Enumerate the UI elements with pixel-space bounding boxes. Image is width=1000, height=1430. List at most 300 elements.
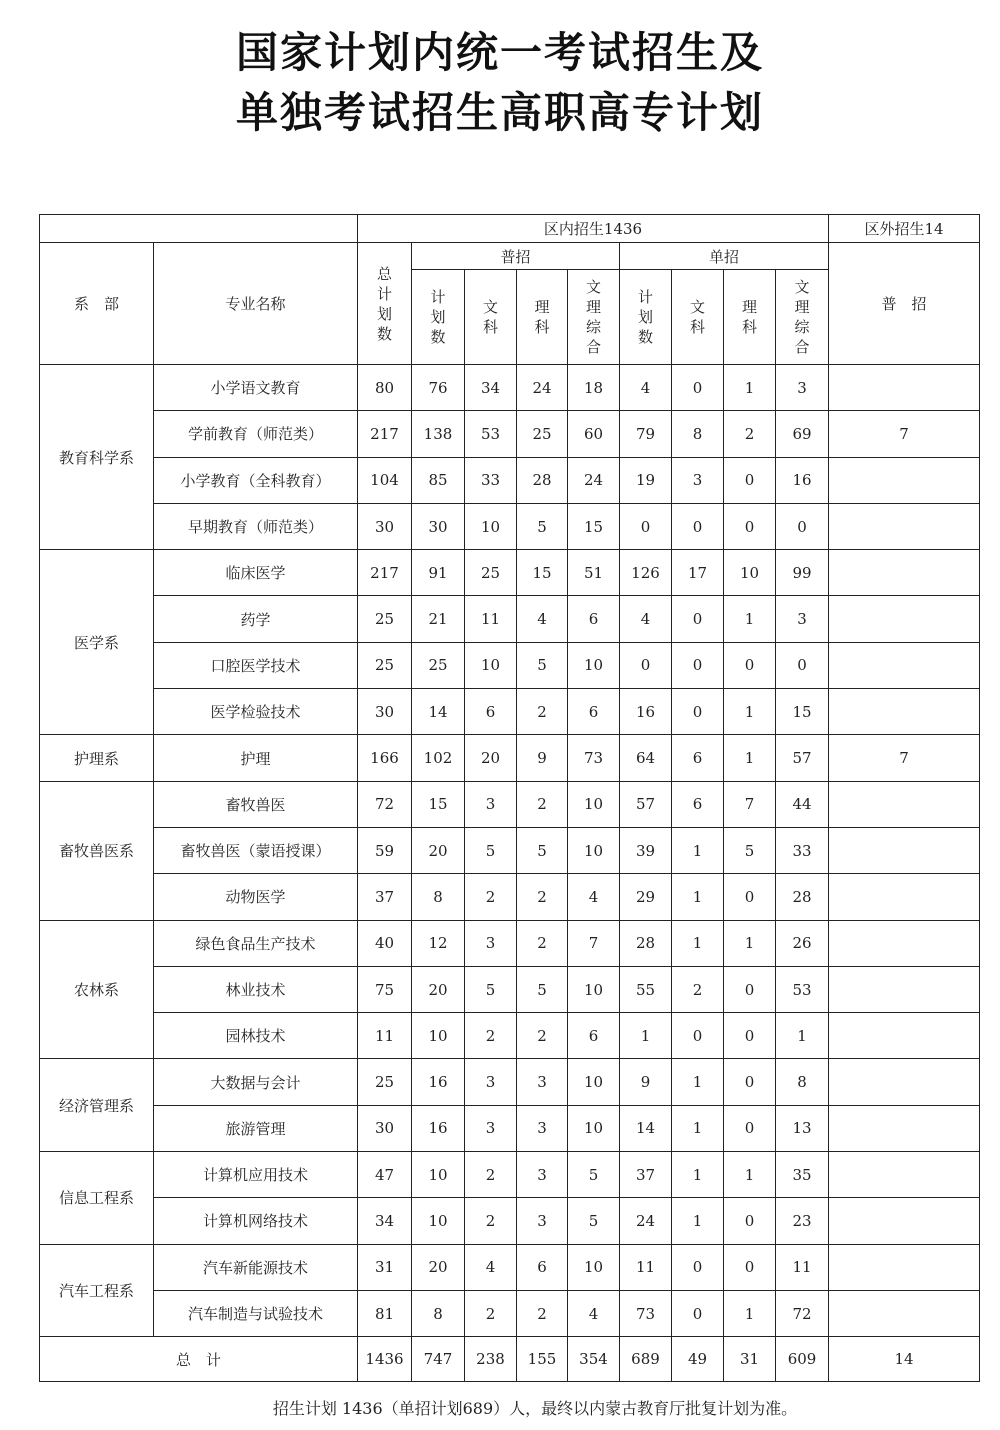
value-cell: 72 bbox=[776, 1290, 829, 1336]
total-value-cell: 354 bbox=[568, 1337, 620, 1382]
major-cell: 医学检验技术 bbox=[154, 689, 358, 735]
major-cell: 畜牧兽医（蒙语授课） bbox=[154, 827, 358, 873]
vertical-header-char: 文 bbox=[482, 298, 498, 316]
value-cell: 8 bbox=[412, 874, 465, 920]
outer-general-cell bbox=[829, 1105, 980, 1151]
outer-general-cell bbox=[829, 550, 980, 596]
header-general-combined bbox=[568, 270, 620, 365]
value-cell: 0 bbox=[724, 1198, 776, 1244]
value-cell: 4 bbox=[465, 1244, 517, 1290]
value-cell: 19 bbox=[620, 457, 672, 503]
value-cell: 5 bbox=[724, 827, 776, 873]
value-cell: 10 bbox=[724, 550, 776, 596]
value-cell: 6 bbox=[672, 781, 724, 827]
vertical-header-char: 理 bbox=[741, 298, 757, 316]
outer-general-cell bbox=[829, 781, 980, 827]
header-row-2 bbox=[40, 243, 980, 270]
value-cell: 0 bbox=[672, 365, 724, 411]
value-cell: 0 bbox=[724, 1013, 776, 1059]
value-cell: 53 bbox=[465, 411, 517, 457]
value-cell: 138 bbox=[412, 411, 465, 457]
table-row bbox=[40, 457, 980, 503]
value-cell: 57 bbox=[776, 735, 829, 781]
outer-general-cell bbox=[829, 596, 980, 642]
major-cell: 动物医学 bbox=[154, 874, 358, 920]
value-cell: 4 bbox=[568, 1290, 620, 1336]
value-cell: 217 bbox=[358, 550, 412, 596]
value-cell: 2 bbox=[672, 966, 724, 1012]
header-single-arts bbox=[672, 270, 724, 365]
value-cell: 30 bbox=[358, 503, 412, 549]
value-cell: 15 bbox=[517, 550, 568, 596]
value-cell: 0 bbox=[672, 1244, 724, 1290]
total-value-cell: 747 bbox=[412, 1337, 465, 1382]
vertical-header-char: 合 bbox=[585, 338, 601, 356]
value-cell: 3 bbox=[517, 1152, 568, 1198]
major-cell: 绿色食品生产技术 bbox=[154, 920, 358, 966]
vertical-header-char: 理 bbox=[534, 298, 550, 316]
value-cell: 0 bbox=[776, 642, 829, 688]
value-cell: 5 bbox=[517, 827, 568, 873]
table-row bbox=[40, 874, 980, 920]
header-general-plan bbox=[412, 270, 465, 365]
value-cell: 24 bbox=[517, 365, 568, 411]
major-cell: 早期教育（师范类） bbox=[154, 503, 358, 549]
value-cell: 75 bbox=[358, 966, 412, 1012]
total-value-cell: 238 bbox=[465, 1337, 517, 1382]
value-cell: 0 bbox=[724, 457, 776, 503]
major-cell: 大数据与会计 bbox=[154, 1059, 358, 1105]
value-cell: 0 bbox=[724, 1105, 776, 1151]
value-cell: 0 bbox=[724, 966, 776, 1012]
vertical-header-char: 计 bbox=[376, 284, 392, 303]
table-row bbox=[40, 827, 980, 873]
value-cell: 1 bbox=[620, 1013, 672, 1059]
dept-cell: 汽车工程系 bbox=[40, 1244, 154, 1337]
value-cell: 10 bbox=[412, 1152, 465, 1198]
value-cell: 15 bbox=[568, 503, 620, 549]
footnote: 招生计划 1436（单招计划689）人，最终以内蒙古教育厅批复计划为准。 bbox=[272, 1399, 798, 1418]
value-cell: 39 bbox=[620, 827, 672, 873]
value-cell: 26 bbox=[776, 920, 829, 966]
table-row bbox=[40, 503, 980, 549]
header-single-plan bbox=[620, 270, 672, 365]
vertical-header-char: 综 bbox=[585, 318, 601, 336]
value-cell: 2 bbox=[517, 874, 568, 920]
value-cell: 0 bbox=[620, 642, 672, 688]
value-cell: 1 bbox=[724, 920, 776, 966]
dept-cell: 信息工程系 bbox=[40, 1152, 154, 1245]
major-cell: 旅游管理 bbox=[154, 1105, 358, 1151]
vertical-header-char: 文 bbox=[585, 278, 601, 296]
value-cell: 2 bbox=[465, 874, 517, 920]
value-cell: 14 bbox=[412, 689, 465, 735]
value-cell: 3 bbox=[517, 1059, 568, 1105]
vertical-header-char: 综 bbox=[794, 318, 810, 336]
value-cell: 72 bbox=[358, 781, 412, 827]
header-outer-general: 普 招 bbox=[829, 243, 980, 365]
value-cell: 1 bbox=[724, 1290, 776, 1336]
value-cell: 6 bbox=[465, 689, 517, 735]
value-cell: 5 bbox=[517, 503, 568, 549]
value-cell: 10 bbox=[568, 642, 620, 688]
value-cell: 0 bbox=[620, 503, 672, 549]
outer-general-cell bbox=[829, 827, 980, 873]
value-cell: 17 bbox=[672, 550, 724, 596]
total-row bbox=[40, 1337, 980, 1382]
vertical-header-char: 数 bbox=[430, 328, 446, 346]
value-cell: 11 bbox=[358, 1013, 412, 1059]
value-cell: 9 bbox=[517, 735, 568, 781]
value-cell: 35 bbox=[776, 1152, 829, 1198]
outer-general-cell bbox=[829, 1290, 980, 1336]
value-cell: 8 bbox=[776, 1059, 829, 1105]
total-value-cell: 689 bbox=[620, 1337, 672, 1382]
vertical-header-char: 划 bbox=[637, 308, 653, 326]
value-cell: 0 bbox=[724, 874, 776, 920]
value-cell: 10 bbox=[568, 966, 620, 1012]
value-cell: 16 bbox=[620, 689, 672, 735]
total-label: 总 计 bbox=[40, 1337, 358, 1382]
outer-general-cell bbox=[829, 1059, 980, 1105]
value-cell: 73 bbox=[568, 735, 620, 781]
value-cell: 7 bbox=[724, 781, 776, 827]
value-cell: 64 bbox=[620, 735, 672, 781]
value-cell: 28 bbox=[620, 920, 672, 966]
value-cell: 10 bbox=[568, 1105, 620, 1151]
value-cell: 24 bbox=[568, 457, 620, 503]
header-major: 专业名称 bbox=[154, 243, 358, 365]
value-cell: 3 bbox=[517, 1105, 568, 1151]
value-cell: 104 bbox=[358, 457, 412, 503]
value-cell: 1 bbox=[672, 1105, 724, 1151]
major-cell: 汽车制造与试验技术 bbox=[154, 1290, 358, 1336]
header-dept: 系 部 bbox=[40, 243, 154, 365]
value-cell: 20 bbox=[412, 1244, 465, 1290]
major-cell: 畜牧兽医 bbox=[154, 781, 358, 827]
vertical-header-char: 划 bbox=[430, 308, 446, 326]
value-cell: 0 bbox=[672, 1290, 724, 1336]
value-cell: 16 bbox=[776, 457, 829, 503]
table-row bbox=[40, 1105, 980, 1151]
value-cell: 1 bbox=[672, 827, 724, 873]
major-cell: 林业技术 bbox=[154, 966, 358, 1012]
value-cell: 1 bbox=[724, 365, 776, 411]
value-cell: 18 bbox=[568, 365, 620, 411]
major-cell: 小学教育（全科教育） bbox=[154, 457, 358, 503]
table-row bbox=[40, 642, 980, 688]
value-cell: 126 bbox=[620, 550, 672, 596]
page-title-line2: 单独考试招生高职高专计划 bbox=[235, 88, 764, 137]
value-cell: 102 bbox=[412, 735, 465, 781]
value-cell: 2 bbox=[465, 1152, 517, 1198]
value-cell: 37 bbox=[620, 1152, 672, 1198]
dept-cell: 农林系 bbox=[40, 920, 154, 1059]
value-cell: 25 bbox=[358, 642, 412, 688]
value-cell: 0 bbox=[672, 596, 724, 642]
vertical-header-char: 计 bbox=[430, 288, 446, 306]
value-cell: 76 bbox=[412, 365, 465, 411]
vertical-header-char: 科 bbox=[482, 318, 498, 336]
header-outer-region: 区外招生14 bbox=[829, 215, 980, 243]
total-value-cell: 609 bbox=[776, 1337, 829, 1382]
table-row bbox=[40, 1059, 980, 1105]
major-cell: 药学 bbox=[154, 596, 358, 642]
outer-general-cell bbox=[829, 457, 980, 503]
value-cell: 37 bbox=[358, 874, 412, 920]
total-outer-cell: 14 bbox=[829, 1337, 980, 1382]
header-general: 普招 bbox=[412, 243, 620, 270]
outer-general-cell bbox=[829, 642, 980, 688]
value-cell: 11 bbox=[465, 596, 517, 642]
value-cell: 0 bbox=[724, 503, 776, 549]
major-cell: 口腔医学技术 bbox=[154, 642, 358, 688]
major-cell: 护理 bbox=[154, 735, 358, 781]
outer-general-cell bbox=[829, 966, 980, 1012]
value-cell: 23 bbox=[776, 1198, 829, 1244]
value-cell: 51 bbox=[568, 550, 620, 596]
value-cell: 0 bbox=[724, 642, 776, 688]
value-cell: 73 bbox=[620, 1290, 672, 1336]
outer-general-cell: 7 bbox=[829, 411, 980, 457]
value-cell: 5 bbox=[568, 1152, 620, 1198]
value-cell: 8 bbox=[672, 411, 724, 457]
total-value-cell: 1436 bbox=[358, 1337, 412, 1382]
value-cell: 1 bbox=[672, 920, 724, 966]
value-cell: 69 bbox=[776, 411, 829, 457]
major-cell: 学前教育（师范类） bbox=[154, 411, 358, 457]
header-total-plan bbox=[358, 243, 412, 365]
table-row bbox=[40, 1152, 980, 1198]
vertical-header-char: 科 bbox=[689, 318, 705, 336]
value-cell: 4 bbox=[517, 596, 568, 642]
value-cell: 2 bbox=[465, 1290, 517, 1336]
vertical-header-char: 计 bbox=[637, 288, 653, 306]
value-cell: 10 bbox=[412, 1198, 465, 1244]
value-cell: 20 bbox=[412, 827, 465, 873]
dept-cell: 教育科学系 bbox=[40, 365, 154, 550]
table-row bbox=[40, 1198, 980, 1244]
value-cell: 47 bbox=[358, 1152, 412, 1198]
value-cell: 4 bbox=[620, 365, 672, 411]
value-cell: 10 bbox=[568, 1244, 620, 1290]
value-cell: 2 bbox=[517, 689, 568, 735]
value-cell: 15 bbox=[776, 689, 829, 735]
value-cell: 5 bbox=[568, 1198, 620, 1244]
value-cell: 5 bbox=[517, 642, 568, 688]
value-cell: 60 bbox=[568, 411, 620, 457]
value-cell: 2 bbox=[517, 920, 568, 966]
value-cell: 7 bbox=[568, 920, 620, 966]
total-value-cell: 155 bbox=[517, 1337, 568, 1382]
value-cell: 3 bbox=[465, 1105, 517, 1151]
outer-general-cell bbox=[829, 503, 980, 549]
table-row bbox=[40, 1013, 980, 1059]
value-cell: 5 bbox=[465, 827, 517, 873]
table-row bbox=[40, 596, 980, 642]
value-cell: 3 bbox=[672, 457, 724, 503]
header-single: 单招 bbox=[620, 243, 829, 270]
value-cell: 1 bbox=[724, 596, 776, 642]
value-cell: 3 bbox=[465, 781, 517, 827]
value-cell: 2 bbox=[517, 1013, 568, 1059]
value-cell: 34 bbox=[465, 365, 517, 411]
value-cell: 0 bbox=[672, 503, 724, 549]
header-general-science bbox=[517, 270, 568, 365]
value-cell: 0 bbox=[672, 1013, 724, 1059]
value-cell: 28 bbox=[517, 457, 568, 503]
value-cell: 31 bbox=[358, 1244, 412, 1290]
table-row bbox=[40, 1290, 980, 1336]
value-cell: 16 bbox=[412, 1105, 465, 1151]
vertical-header-char: 理 bbox=[585, 298, 601, 316]
value-cell: 8 bbox=[412, 1290, 465, 1336]
value-cell: 30 bbox=[358, 1105, 412, 1151]
vertical-header-char: 文 bbox=[689, 298, 705, 316]
outer-general-cell bbox=[829, 1198, 980, 1244]
value-cell: 10 bbox=[465, 503, 517, 549]
table-row bbox=[40, 365, 980, 411]
value-cell: 5 bbox=[517, 966, 568, 1012]
value-cell: 25 bbox=[358, 1059, 412, 1105]
value-cell: 55 bbox=[620, 966, 672, 1012]
value-cell: 217 bbox=[358, 411, 412, 457]
value-cell: 33 bbox=[465, 457, 517, 503]
table-row bbox=[40, 411, 980, 457]
major-cell: 计算机应用技术 bbox=[154, 1152, 358, 1198]
outer-general-cell bbox=[829, 689, 980, 735]
header-general-arts bbox=[465, 270, 517, 365]
value-cell: 6 bbox=[517, 1244, 568, 1290]
major-cell: 汽车新能源技术 bbox=[154, 1244, 358, 1290]
value-cell: 25 bbox=[358, 596, 412, 642]
vertical-header-char: 数 bbox=[637, 328, 653, 346]
value-cell: 85 bbox=[412, 457, 465, 503]
value-cell: 20 bbox=[465, 735, 517, 781]
outer-general-cell bbox=[829, 365, 980, 411]
value-cell: 44 bbox=[776, 781, 829, 827]
header-row-1 bbox=[40, 215, 980, 243]
vertical-header-char: 科 bbox=[534, 318, 550, 336]
value-cell: 0 bbox=[776, 503, 829, 549]
total-value-cell: 31 bbox=[724, 1337, 776, 1382]
dept-cell: 畜牧兽医系 bbox=[40, 781, 154, 920]
value-cell: 11 bbox=[776, 1244, 829, 1290]
value-cell: 57 bbox=[620, 781, 672, 827]
value-cell: 2 bbox=[724, 411, 776, 457]
value-cell: 3 bbox=[776, 596, 829, 642]
vertical-header-char: 科 bbox=[741, 318, 757, 336]
value-cell: 1 bbox=[672, 874, 724, 920]
value-cell: 4 bbox=[620, 596, 672, 642]
outer-general-cell bbox=[829, 1244, 980, 1290]
vertical-header-char: 划 bbox=[376, 304, 392, 323]
value-cell: 9 bbox=[620, 1059, 672, 1105]
value-cell: 25 bbox=[465, 550, 517, 596]
value-cell: 99 bbox=[776, 550, 829, 596]
table-row bbox=[40, 689, 980, 735]
value-cell: 29 bbox=[620, 874, 672, 920]
total-value-cell: 49 bbox=[672, 1337, 724, 1382]
outer-general-cell bbox=[829, 1013, 980, 1059]
value-cell: 15 bbox=[412, 781, 465, 827]
value-cell: 2 bbox=[465, 1198, 517, 1244]
value-cell: 1 bbox=[672, 1198, 724, 1244]
value-cell: 1 bbox=[672, 1152, 724, 1198]
value-cell: 6 bbox=[568, 689, 620, 735]
value-cell: 3 bbox=[776, 365, 829, 411]
value-cell: 10 bbox=[568, 1059, 620, 1105]
value-cell: 5 bbox=[465, 966, 517, 1012]
value-cell: 3 bbox=[465, 1059, 517, 1105]
value-cell: 1 bbox=[672, 1059, 724, 1105]
table-row bbox=[40, 966, 980, 1012]
major-cell: 计算机网络技术 bbox=[154, 1198, 358, 1244]
value-cell: 34 bbox=[358, 1198, 412, 1244]
value-cell: 21 bbox=[412, 596, 465, 642]
page-title-line1: 国家计划内统一考试招生及 bbox=[235, 28, 764, 77]
outer-general-cell: 7 bbox=[829, 735, 980, 781]
vertical-header-char: 总 bbox=[376, 264, 392, 283]
value-cell: 10 bbox=[412, 1013, 465, 1059]
table-row bbox=[40, 735, 980, 781]
value-cell: 10 bbox=[568, 781, 620, 827]
outer-general-cell bbox=[829, 1152, 980, 1198]
outer-general-cell bbox=[829, 874, 980, 920]
value-cell: 33 bbox=[776, 827, 829, 873]
value-cell: 0 bbox=[672, 642, 724, 688]
table-row bbox=[40, 920, 980, 966]
value-cell: 0 bbox=[672, 689, 724, 735]
value-cell: 1 bbox=[776, 1013, 829, 1059]
header-single-science bbox=[724, 270, 776, 365]
value-cell: 28 bbox=[776, 874, 829, 920]
value-cell: 2 bbox=[517, 1290, 568, 1336]
dept-cell: 经济管理系 bbox=[40, 1059, 154, 1152]
value-cell: 14 bbox=[620, 1105, 672, 1151]
value-cell: 6 bbox=[672, 735, 724, 781]
header-single-combined bbox=[776, 270, 829, 365]
value-cell: 30 bbox=[358, 689, 412, 735]
value-cell: 3 bbox=[465, 920, 517, 966]
value-cell: 4 bbox=[568, 874, 620, 920]
outer-general-cell bbox=[829, 920, 980, 966]
enrollment-plan-table bbox=[39, 214, 980, 1382]
value-cell: 6 bbox=[568, 596, 620, 642]
value-cell: 1 bbox=[724, 735, 776, 781]
value-cell: 1 bbox=[724, 1152, 776, 1198]
table-row bbox=[40, 781, 980, 827]
header-inner-region: 区内招生1436 bbox=[358, 215, 829, 243]
value-cell: 0 bbox=[724, 1059, 776, 1105]
vertical-header-char: 文 bbox=[794, 278, 810, 296]
header-blank bbox=[40, 215, 358, 243]
dept-cell: 医学系 bbox=[40, 550, 154, 735]
value-cell: 1 bbox=[724, 689, 776, 735]
vertical-header-char: 理 bbox=[794, 298, 810, 316]
value-cell: 10 bbox=[568, 827, 620, 873]
value-cell: 25 bbox=[412, 642, 465, 688]
value-cell: 6 bbox=[568, 1013, 620, 1059]
vertical-header-char: 数 bbox=[376, 324, 392, 343]
dept-cell: 护理系 bbox=[40, 735, 154, 781]
major-cell: 临床医学 bbox=[154, 550, 358, 596]
value-cell: 16 bbox=[412, 1059, 465, 1105]
value-cell: 12 bbox=[412, 920, 465, 966]
table-row bbox=[40, 550, 980, 596]
major-cell: 小学语文教育 bbox=[154, 365, 358, 411]
value-cell: 25 bbox=[517, 411, 568, 457]
